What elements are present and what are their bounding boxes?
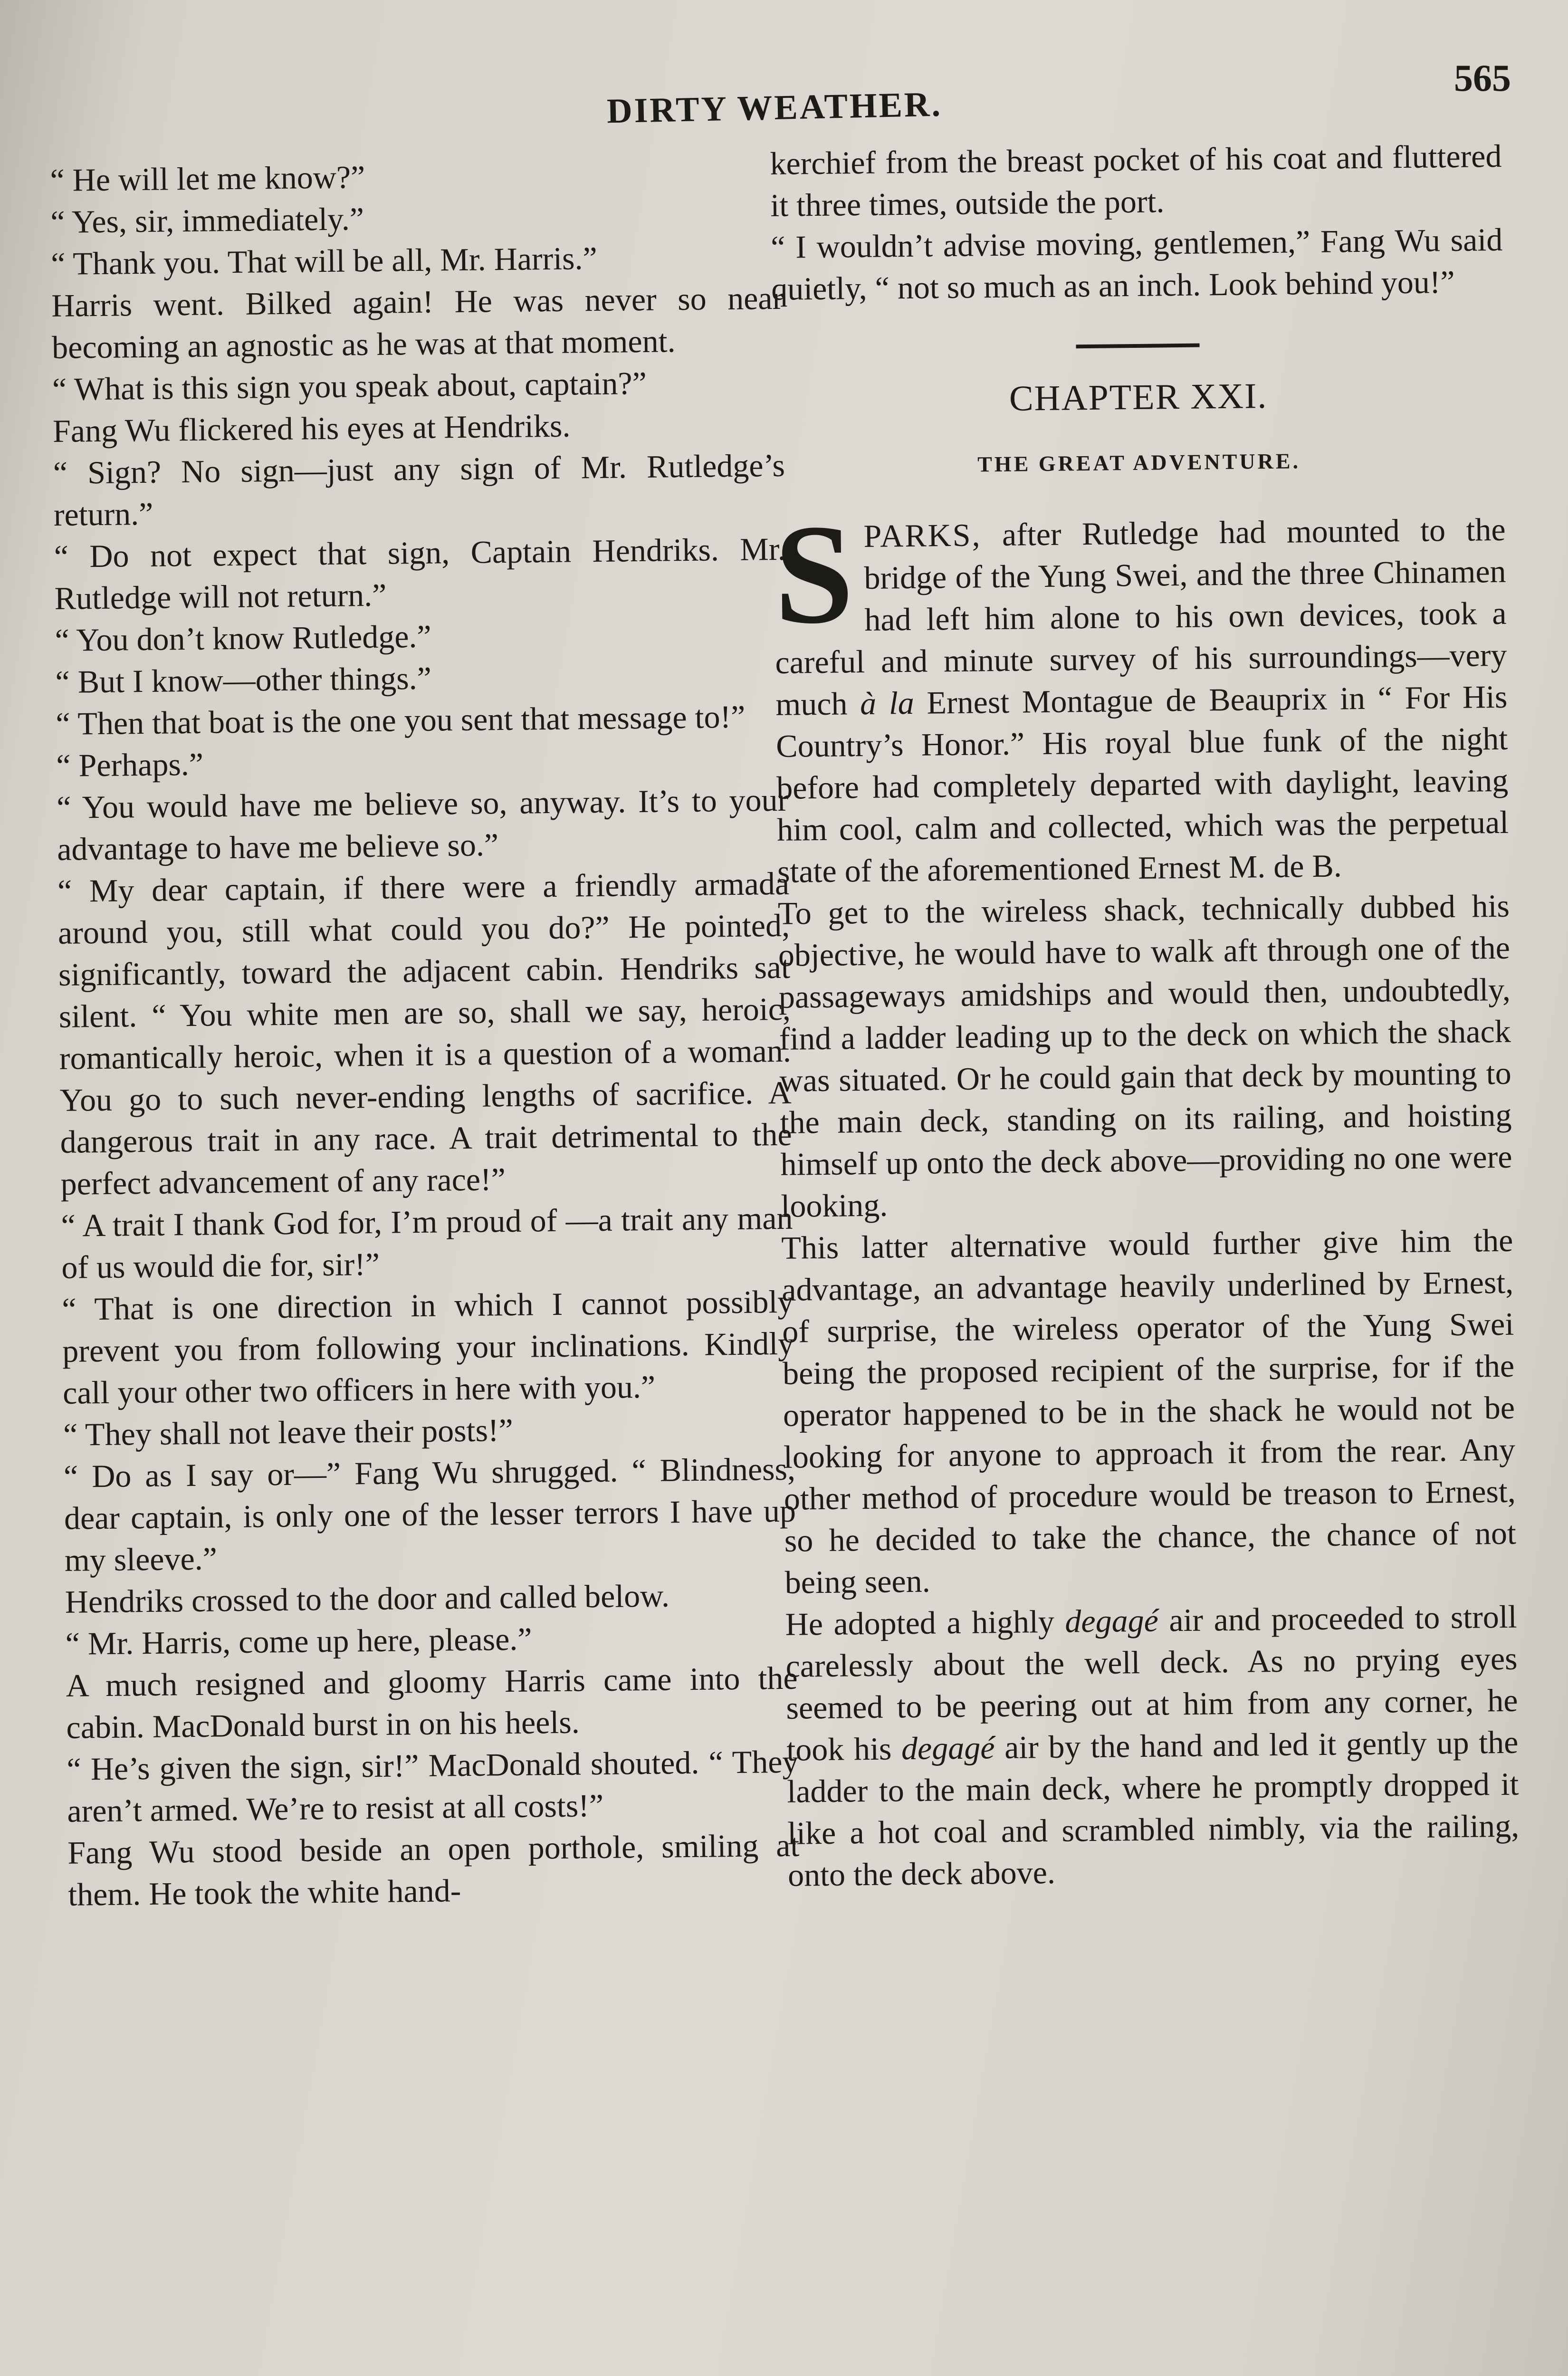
paragraph: “ Thank you. That will be all, Mr. Harris.” bbox=[50, 240, 598, 282]
text-run: air by the hand and led it gently up the ladder to the main deck, where he promptly dropped it like a hot coal and scrambled nimbly, via the railing, onto the deck above. bbox=[786, 1724, 1520, 1893]
paragraph: Harris went. Bilked again! He was never so near becoming an agnostic as he was at that moment. bbox=[51, 279, 784, 365]
paragraph: “ Yes, sir, immediately.” bbox=[50, 201, 364, 240]
paragraph: Fang Wu flickered his eyes at Hendriks. bbox=[52, 407, 571, 449]
text-run: air and proceeded to stroll carelessly about the well deck. As no prying eyes seemed to be peering out at him from any corner, he took his bbox=[785, 1598, 1518, 1768]
paragraph: “ Mr. Harris, come up here, please.” bbox=[65, 1620, 532, 1662]
paragraph bbox=[785, 1596, 1520, 1896]
paragraph: “ My dear captain, if there were a friendly armada around you, still what could you do?” He pointed, significantly, toward the adjacent cabin. Hendriks sat silent. “ You white men are so, shall we say, heroic, romantically heroic, when it is a question of a woman. You go to such never-ending lengths of sacrifice. A dangerous trait in any race. A trait detrimental to the perfect advancement of any race!” bbox=[57, 865, 792, 1202]
paragraph: A much resigned and gloomy Harris came into the cabin. MacDonald burst in on his heels. bbox=[66, 1659, 798, 1745]
paragraph: “ But I know—other things.” bbox=[55, 660, 432, 700]
italic-text: degagé bbox=[1065, 1602, 1159, 1639]
right-column bbox=[770, 135, 1520, 1896]
paragraph: kerchief from the breast pocket of his coat and fluttered it three times, outside the port. bbox=[770, 137, 1502, 223]
text-run: He adopted a highly bbox=[785, 1603, 1055, 1642]
chapter-title: CHAPTER XXI. bbox=[1009, 376, 1268, 419]
paragraph: “ You would have me believe so, anyway. It’s to your advantage to have me believe so.” bbox=[56, 781, 789, 867]
paragraph: This latter alternative would further give him the advantage, an advantage heavily underlined by Ernest, of surprise, the wireless operator of the Yung Swei being the proposed recipient of the surprise, for if the operator happened to be in the shack he would not be looking for anyone to approach it from the rear. Any other method of procedure would be treason to Ernest, so he decided to take the chance, the chance of not being seen. bbox=[781, 1222, 1517, 1600]
text-run: Ernest Montague de Beauprix in “ For His Country’s Honor.” His royal blue funk of the night before had completely departed with daylight, leaving him cool, calm and collected, which was the perpetual state of the aforementioned Ernest M. de B. bbox=[775, 678, 1509, 890]
paragraph: Fang Wu stood beside an open porthole, smiling at them. He took the white hand- bbox=[67, 1827, 800, 1913]
paragraph: “ They shall not leave their posts!” bbox=[63, 1411, 514, 1453]
first-word: PARKS, bbox=[863, 517, 982, 554]
left-column bbox=[50, 152, 800, 1916]
page-number: 565 bbox=[1454, 57, 1511, 99]
text-run: after Rutledge had mounted to the bridge of the Yung Swei, and the three Chinamen had left him alone to his own devices, took a careful and minute survey of his surroundings—very much bbox=[775, 511, 1507, 722]
drop-cap: S bbox=[773, 495, 855, 653]
paragraph: “ You don’t know Rutledge.” bbox=[55, 618, 432, 658]
paragraph: “ He will let me know?” bbox=[50, 159, 365, 198]
italic-text: degagé bbox=[901, 1729, 995, 1767]
italic-text: à la bbox=[860, 684, 915, 722]
paragraph: To get to the wireless shack, technically dubbed his objective, he would have to walk aft through one of the passageways amidships and would then, undoubtedly, find a ladder leading up to the deck on which the shack was situated. Or he could gain that deck by mounting to the main deck, standing on its railing, and hoisting himself up onto the deck above—providing no one were looking. bbox=[777, 887, 1512, 1224]
paragraph: “ Do not expect that sign, Captain Hendriks. Mr. Rutledge will not return.” bbox=[54, 530, 786, 616]
paragraph: “ Sign? No sign—just any sign of Mr. Rutledge’s return.” bbox=[53, 447, 785, 533]
paragraph: “ I wouldn’t advise moving, gentlemen,” Fang Wu said quietly, “ not so much as an inch. Look behind you!” bbox=[770, 221, 1503, 307]
chapter-subtitle: THE GREAT ADVENTURE. bbox=[977, 449, 1301, 477]
paragraph: Hendriks crossed to the door and called below. bbox=[65, 1577, 670, 1620]
running-head: DIRTY WEATHER. bbox=[606, 85, 943, 131]
paragraph: “ Perhaps.” bbox=[56, 746, 204, 784]
paragraph: “ Do as I say or—” Fang Wu shrugged. “ Blindness, dear captain, is only one of the lesser terrors I have up my sleeve.” bbox=[63, 1450, 796, 1578]
paragraph: “ He’s given the sign, sir!” MacDonald shouted. “ They aren’t armed. We’re to resist at all costs!” bbox=[67, 1743, 799, 1829]
paragraph: “ What is this sign you speak about, captain?” bbox=[52, 364, 647, 407]
paragraph: “ A trait I thank God for, I’m proud of —a trait any man of us would die for, sir!” bbox=[61, 1199, 793, 1285]
paragraph: “ That is one direction in which I cannot possibly prevent you from following your inclinations. Kindly call your other two officers in here with you.” bbox=[61, 1283, 794, 1411]
paragraph: “ Then that boat is the one you sent that message to!” bbox=[56, 698, 746, 742]
section-divider bbox=[1076, 344, 1199, 349]
chapter-opening-paragraph bbox=[773, 495, 1509, 892]
